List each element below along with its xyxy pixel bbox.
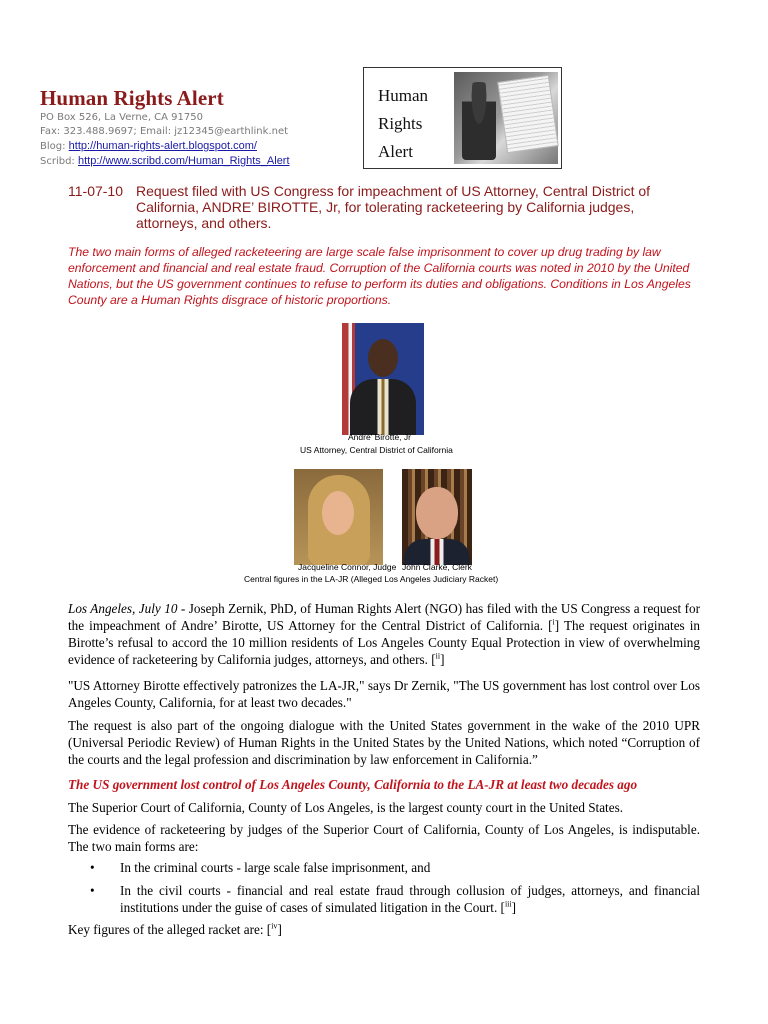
blog-label: Blog: xyxy=(40,141,66,152)
body-paragraph-1 xyxy=(68,600,700,668)
bullet-icon: • xyxy=(90,860,95,875)
footnote-ref-3[interactable]: iii xyxy=(504,899,512,909)
p1-text-a: Joseph Zernik, PhD, of Human Rights Alert (NGO) has filed with the US Congress a request for the impeachment of Andre’ Birotte, US Attorney for the Central District of California. [ xyxy=(68,601,700,633)
declaration-document xyxy=(497,75,559,154)
footnote-ref-4[interactable]: iv xyxy=(271,921,278,931)
photo-birotte xyxy=(342,323,424,435)
footnote-ref-1[interactable]: i xyxy=(552,617,555,627)
blog-link[interactable]: http://human-rights-alert.blogspot.com/ xyxy=(68,140,257,152)
p6-text: Key figures of the alleged racket are: [ xyxy=(68,922,272,937)
section-subheading: The US government lost control of Los Angeles County, California to the LA-JR at least two decades ago xyxy=(68,777,638,792)
logo-figure xyxy=(462,82,496,160)
release-title: Request filed with US Congress for impeachment of US Attorney, Central District of California, ANDRE’ BIROTTE, Jr, for tolerating racketeering by California judges, attorneys, and others. xyxy=(136,183,651,231)
scribd-line xyxy=(40,154,290,169)
logo xyxy=(363,67,562,169)
body-paragraph-6 xyxy=(68,921,700,938)
photo-face xyxy=(416,487,458,539)
scribd-link[interactable]: http://www.scribd.com/Human_Rights_Alert xyxy=(78,155,290,167)
photo-clarke xyxy=(402,469,472,565)
p6-end: ] xyxy=(277,922,282,937)
organization-name: Human Rights Alert xyxy=(40,86,224,110)
caption-birotte-title: US Attorney, Central District of California xyxy=(300,445,453,455)
contact-line: Fax: 323.488.9697; Email: jz12345@earthlink.net xyxy=(40,126,289,137)
dateline: Los Angeles, July 10 - xyxy=(68,601,189,616)
address-line: PO Box 526, La Verne, CA 91750 xyxy=(40,112,203,123)
logo-word-rights: Rights xyxy=(378,114,423,133)
body-paragraph-2: "US Attorney Birotte effectively patronizes the LA-JR," says Dr Zernik, "The US government has lost control over Los Angeles County, California, for at least two decades." xyxy=(68,678,700,710)
bullet2-end: ] xyxy=(511,900,517,915)
summary-paragraph: The two main forms of alleged racketeering are large scale false imprisonment to cover up drug trading by law enforcement and financial and real estate fraud. Corruption of the California courts was noted in 2010 by the United Nations, but the US government continues to refuse to perform its duties and obligations. Conditions in Los Angeles County are a Human Rights disgrace of historic proportions. xyxy=(68,245,691,307)
logo-word-alert: Alert xyxy=(378,142,413,161)
release-heading xyxy=(68,183,708,231)
footnote-ref-2[interactable]: ii xyxy=(435,651,441,661)
photo-head xyxy=(368,339,398,377)
list-item xyxy=(90,882,700,918)
caption-clarke-name: John Clarke, Clerk xyxy=(402,562,472,572)
caption-connor-name: Jacqueline Connor, Judge xyxy=(298,562,397,572)
body-paragraph-4: The Superior Court of California, County of Los Angeles, is the largest county court in the United States. xyxy=(68,800,624,815)
list-item xyxy=(90,859,700,877)
p1-text-c: ] xyxy=(440,652,445,667)
photo-suit xyxy=(350,379,416,435)
body-paragraph-3: The request is also part of the ongoing dialogue with the United States government in the wake of the 2010 UPR (Universal Periodic Review) of Human Rights in the United States by the United Nations, which noted “Corruption of the courts and the legal profession and discrimination by law enforcement in California.” xyxy=(68,718,700,767)
photo-connor xyxy=(294,469,383,565)
photo-face xyxy=(322,491,354,535)
p1-text-b: ] The request originates in Birotte’s refusal to accord the 10 million residents of Los Angeles County Equal Protection in view of overwhelming evidence of racketeering by California judges, attorneys, and others. [ xyxy=(68,618,700,667)
bullet-text-1: In the criminal courts - large scale false imprisonment, and xyxy=(120,860,431,875)
bullet-icon: • xyxy=(90,883,95,898)
scribd-label: Scribd: xyxy=(40,156,75,167)
logo-photo xyxy=(454,72,558,164)
body-paragraph-5: The evidence of racketeering by judges of the Superior Court of California, County of Los Angeles, is indisputable. The two main forms are: xyxy=(68,822,700,854)
caption-birotte-name: Andre’ Birotte, Jr xyxy=(348,432,411,442)
bullet2-text: In the civil courts - financial and real estate fraud through collusion of judges, attorneys, and financial institutions under the guise of cases of simulated litigation in the Court. [ xyxy=(120,883,700,915)
caption-group: Central figures in the LA-JR (Alleged Los Angeles Judiciary Racket) xyxy=(244,574,499,584)
release-date: 11-07-10 xyxy=(68,183,124,199)
bullet-text-2 xyxy=(120,882,700,916)
logo-word-human: Human xyxy=(378,86,429,105)
blog-line xyxy=(40,139,257,154)
